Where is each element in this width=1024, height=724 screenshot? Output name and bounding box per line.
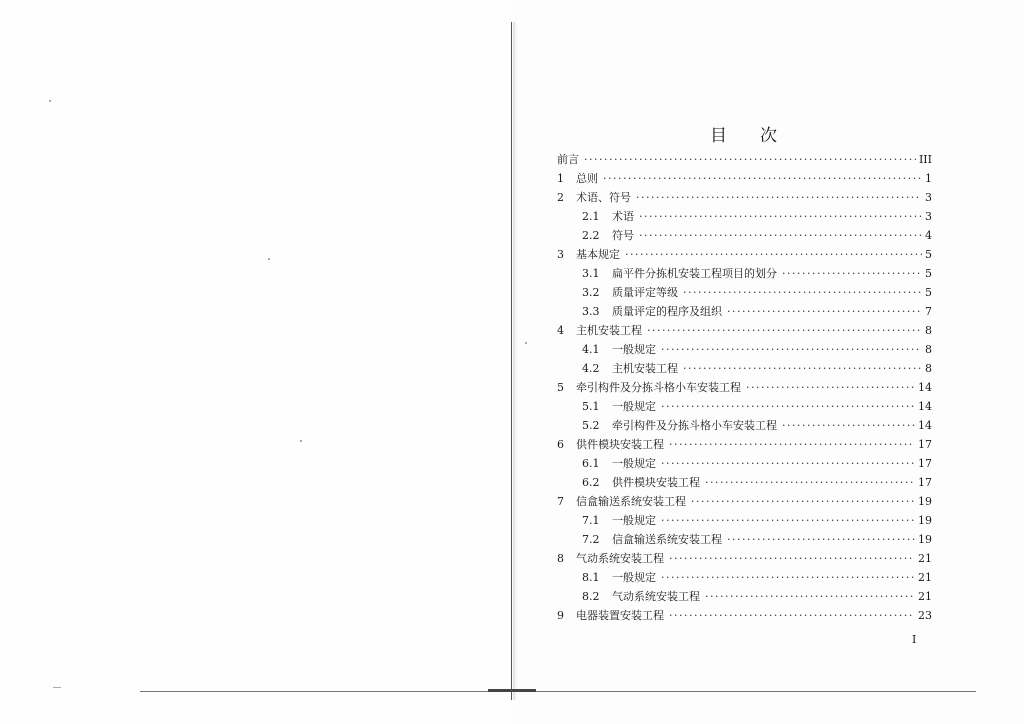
dot-leader [727,530,915,549]
dot-leader [705,473,915,492]
spine-edge [488,689,536,692]
toc-subsection-entry [557,340,932,359]
toc-subsection-entry [557,397,932,416]
toc-entry-page: 23 [918,609,932,622]
toc-entry-label: 质量评定等级 [612,286,678,299]
dot-leader [584,150,916,169]
dot-leader [727,302,922,321]
dot-leader [639,207,922,226]
toc-entry-label: 前言 [557,153,579,166]
toc-entry-number: 7.1 [582,514,600,527]
toc-entry-label: 供件模块安装工程 [612,476,700,489]
toc-entry-label: 主机安装工程 [576,324,642,337]
dot-leader [661,340,922,359]
toc-entry-page: 19 [918,533,932,546]
toc-entry-page: 5 [925,267,932,280]
toc-subsection-entry [557,568,932,587]
toc-entry-label: 术语、符号 [576,191,631,204]
toc-entry-number: 8.1 [582,571,600,584]
toc-entry-page: 21 [918,590,932,603]
toc-entry-label: 信盒输送系统安装工程 [612,533,722,546]
toc-subsection-entry [557,207,932,226]
dot-leader [639,226,922,245]
toc-entry-page: III [918,153,932,166]
toc-subsection-entry [557,454,932,473]
toc-chapter-entry [557,549,932,568]
toc-entry-number: 5.1 [582,400,600,413]
toc-entry-number: 4.1 [582,343,600,356]
toc-entry-number: 4.2 [582,362,600,375]
toc-entry-number: 4 [557,324,564,337]
dot-leader [746,378,915,397]
page-number: I [912,633,917,646]
toc-entry-page: 8 [925,362,932,375]
dot-leader [636,188,922,207]
toc-chapter-entry [557,188,932,207]
toc-entry-number: 6 [557,438,564,451]
toc-subsection-entry [557,473,932,492]
dot-leader [705,587,915,606]
scan-speck [53,687,61,688]
book-gutter [511,22,512,700]
toc-entry-label: 电器装置安装工程 [576,609,664,622]
toc-entry-label: 一般规定 [612,343,656,356]
toc-subsection-entry [557,359,932,378]
dot-leader [669,549,915,568]
toc-entry-page: 14 [918,381,932,394]
toc-entry-page: 8 [925,343,932,356]
toc-entry-page: 4 [925,229,932,242]
dot-leader [782,416,915,435]
scan-speck [300,440,302,442]
gutter-shadow [513,22,517,700]
toc-entry-page: 17 [918,476,932,489]
dot-leader [647,321,922,340]
toc-entry-number: 3.3 [582,305,600,318]
toc-subsection-entry [557,283,932,302]
dot-leader [625,245,922,264]
toc-entry-label: 主机安装工程 [612,362,678,375]
toc-subsection-entry [557,226,932,245]
toc-entry-label: 牵引构件及分拣斗格小车安装工程 [576,381,741,394]
page-bottom-edge [140,691,976,692]
toc-entry-label: 符号 [612,229,634,242]
toc-chapter-entry [557,245,932,264]
toc-entry-label: 供件模块安装工程 [576,438,664,451]
toc-entry-page: 19 [918,495,932,508]
scan-speck [268,258,270,260]
toc-entry-number: 3.1 [582,267,600,280]
toc-subsection-entry [557,530,932,549]
toc-entry-number: 9 [557,609,564,622]
toc-entry-label: 牵引构件及分拣斗格小车安装工程 [612,419,777,432]
toc-entry-label: 术语 [612,210,634,223]
toc-entry-page: 5 [925,286,932,299]
toc-entry-label: 信盒输送系统安装工程 [576,495,686,508]
toc-entry-number: 7 [557,495,564,508]
toc-entry-page: 17 [918,457,932,470]
toc-entry-page: 5 [925,248,932,261]
toc-entry-page: 14 [918,400,932,413]
toc-chapter-entry [557,492,932,511]
toc-chapter-entry [557,321,932,340]
toc-title [557,121,931,146]
toc-chapter-entry [557,150,932,169]
toc-entry-page: 19 [918,514,932,527]
toc-entry-number: 6.1 [582,457,600,470]
dot-leader [661,511,915,530]
toc-entry-label: 质量评定的程序及组织 [612,305,722,318]
toc-entry-page: 3 [925,210,932,223]
toc-entry-page: 21 [918,552,932,565]
toc-subsection-entry [557,511,932,530]
toc-entry-label: 气动系统安装工程 [612,590,700,603]
toc-chapter-entry [557,435,932,454]
toc-entry-label: 总则 [576,172,598,185]
toc-subsection-entry [557,264,932,283]
toc-entry-page: 1 [925,172,932,185]
toc-entry-label: 一般规定 [612,571,656,584]
table-of-contents [557,150,932,625]
dot-leader [661,397,915,416]
dot-leader [669,606,915,625]
dot-leader [661,568,915,587]
toc-chapter-entry [557,606,932,625]
toc-entry-number: 2.2 [582,229,600,242]
dot-leader [683,283,922,302]
toc-title-char-2: 次 [760,126,778,146]
toc-chapter-entry [557,378,932,397]
dot-leader [782,264,922,283]
toc-entry-label: 扁平件分拣机安装工程项目的划分 [612,267,777,280]
toc-entry-page: 8 [925,324,932,337]
toc-subsection-entry [557,416,932,435]
toc-entry-number: 3 [557,248,564,261]
toc-entry-number: 6.2 [582,476,600,489]
toc-entry-number: 2.1 [582,210,600,223]
toc-subsection-entry [557,302,932,321]
toc-title-char-1: 目 [710,126,728,146]
dot-leader [691,492,915,511]
toc-chapter-entry [557,169,932,188]
toc-entry-number: 8 [557,552,564,565]
dot-leader [661,454,915,473]
toc-entry-page: 14 [918,419,932,432]
toc-entry-number: 7.2 [582,533,600,546]
scan-speck [525,342,527,344]
dot-leader [603,169,922,188]
toc-entry-label: 气动系统安装工程 [576,552,664,565]
toc-entry-page: 21 [918,571,932,584]
toc-subsection-entry [557,587,932,606]
toc-entry-page: 17 [918,438,932,451]
toc-entry-label: 一般规定 [612,457,656,470]
toc-entry-number: 1 [557,172,564,185]
toc-entry-page: 7 [925,305,932,318]
toc-entry-label: 基本规定 [576,248,620,261]
toc-entry-number: 8.2 [582,590,600,603]
scan-speck [49,100,51,102]
toc-entry-number: 5 [557,381,564,394]
dot-leader [683,359,922,378]
dot-leader [669,435,915,454]
toc-entry-number: 5.2 [582,419,600,432]
toc-entry-number: 3.2 [582,286,600,299]
toc-entry-label: 一般规定 [612,514,656,527]
toc-entry-page: 3 [925,191,932,204]
toc-entry-label: 一般规定 [612,400,656,413]
toc-entry-number: 2 [557,191,564,204]
